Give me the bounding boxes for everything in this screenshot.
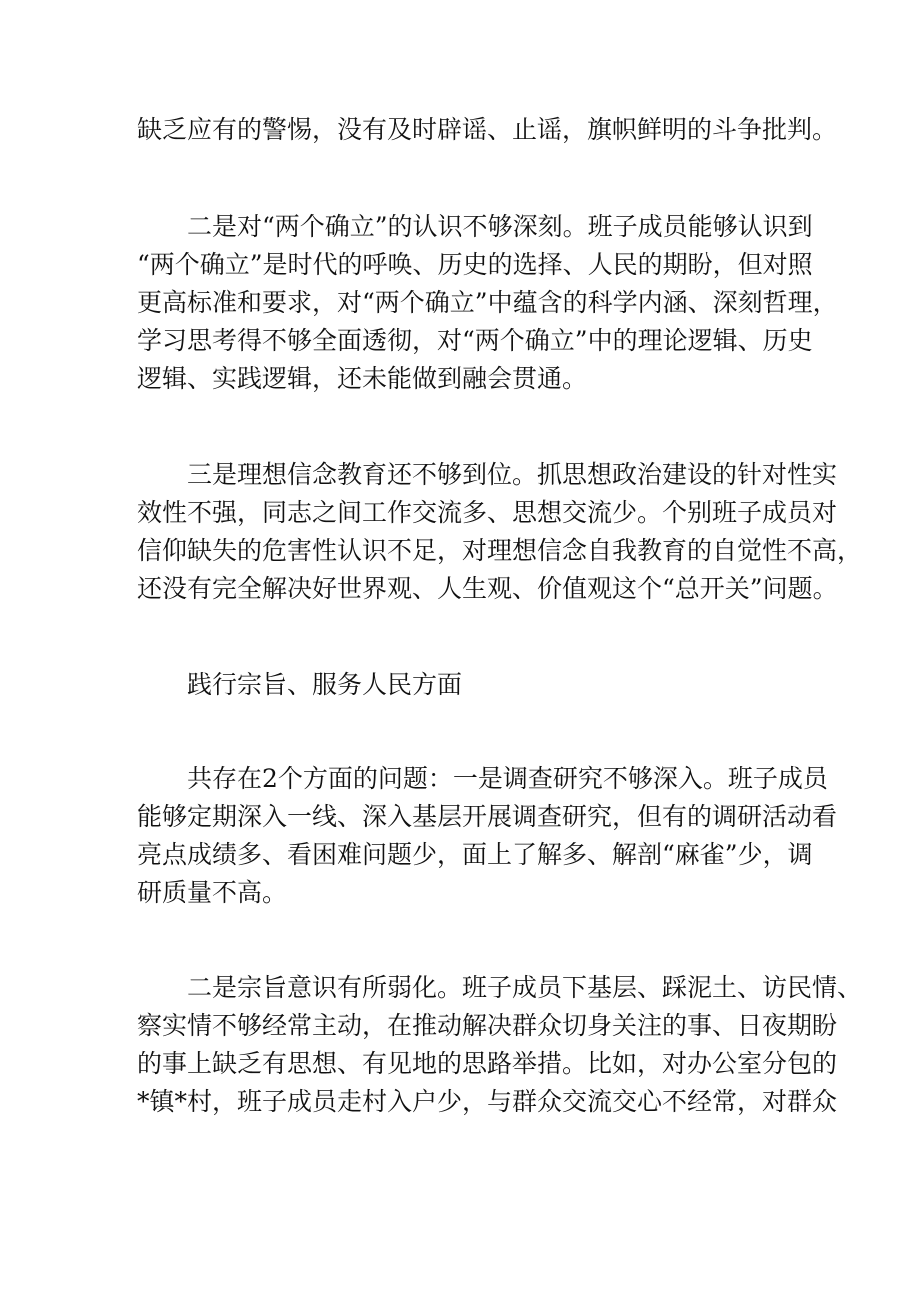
text-line: 学习思考得不够全面透彻，对“两个确立”中的理论逻辑、历史 (137, 326, 813, 355)
text-line: 察实情不够经常主动，在推动解决群众切身关注的事、日夜期盼 (137, 1011, 838, 1040)
text-line: 更高标准和要求，对“两个确立”中蕴含的科学内涵、深刻哲理， (137, 288, 838, 317)
text-line: 践行宗旨、服务人民方面 (187, 670, 463, 699)
text-line: 的事上缺乏有思想、有见地的思路举措。比如，对办公室分包的 (137, 1049, 838, 1078)
text-line: 能够定期深入一线、深入基层开展调查研究，但有的调研活动看 (137, 802, 838, 831)
text-line: 还没有完全解决好世界观、人生观、价值观这个“总开关”问题。 (137, 574, 838, 603)
paragraph-1 (137, 111, 838, 149)
text-line: 研质量不高。 (137, 878, 288, 907)
paragraph-4 (137, 760, 838, 912)
text-line: 效性不强，同志之间工作交流多、思想交流少。个别班子成员对 (137, 498, 838, 527)
section-heading (137, 666, 797, 704)
text-line: 信仰缺失的危害性认识不足，对理想信念自我教育的自觉性不高， (137, 536, 863, 565)
paragraph-3 (137, 456, 863, 608)
paragraph-2 (137, 208, 838, 398)
text-line: “两个确立”是时代的呼唤、历史的选择、人民的期盼，但对照 (137, 250, 813, 279)
text-line: 二是宗旨意识有所弱化。班子成员下基层、踩泥土、访民情、 (187, 973, 863, 1002)
text-line: 三是理想信念教育还不够到位。抓思想政治建设的针对性实 (187, 460, 838, 489)
text-line: 二是对“两个确立”的认识不够深刻。班子成员能够认识到 (187, 212, 813, 241)
text-line: 共存在2个方面的问题：一是调查研究不够深入。班子成员 (187, 764, 828, 793)
text-line: *镇*村，班子成员走村入户少，与群众交流交心不经常，对群众 (137, 1087, 838, 1116)
text-line: 缺乏应有的警惕，没有及时辟谣、止谣，旗帜鲜明的斗争批判。 (137, 115, 838, 144)
paragraph-5 (137, 969, 863, 1121)
text-line: 逻辑、实践逻辑，还未能做到融会贯通。 (137, 364, 588, 393)
text-line: 亮点成绩多、看困难问题少，面上了解多、解剖“麻雀”少，调 (137, 840, 813, 869)
